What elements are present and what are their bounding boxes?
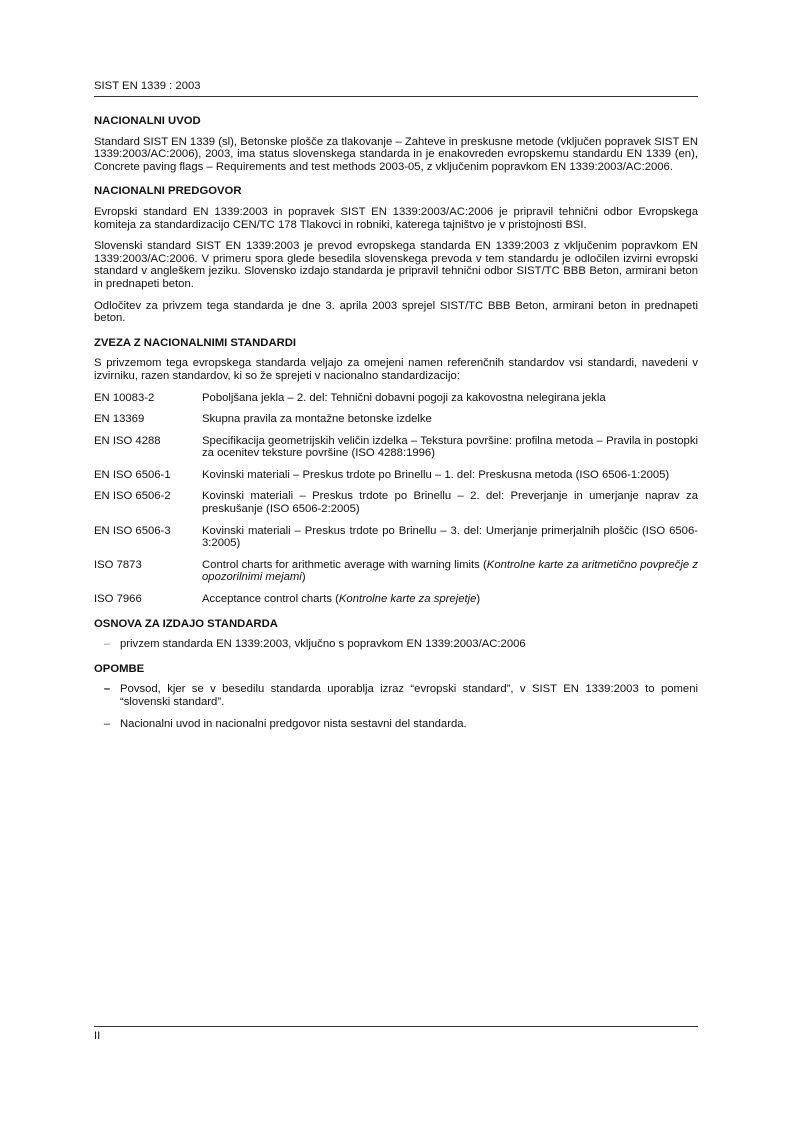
reference-row [94,392,698,405]
list-item-text: privzem standarda EN 1339:2003, vključno s popravkom EN 1339:2003/AC:2006 [120,638,526,651]
reference-row [94,469,698,482]
reference-title: Specifikacija geometrijskih veličin izdelka – Tekstura površine: profilna metoda – Pravila in postopki za ocenitev teksture površine (ISO 4288:1996) [202,434,698,460]
page-content [94,115,698,739]
reference-code: EN 13369 [94,413,145,426]
reference-title: Kovinski materiali – Preskus trdote po Brinellu – 3. del: Umerjanje primerjalnih ploščic (ISO 6506-3:2005) [202,524,698,550]
reference-code: EN 10083-2 [94,391,155,404]
dash-bullet-icon: – [103,717,111,730]
reference-row [94,413,698,426]
reference-code: EN ISO 4288 [94,434,161,447]
dash-bullet-icon: – [103,638,111,651]
list-item-text: Nacionalni uvod in nacionalni predgovor nista sestavni del standarda. [120,717,467,730]
dash-bullet-icon: – [103,683,111,696]
section-heading: NACIONALNI PREDGOVOR [94,185,242,198]
reference-title: Kovinski materiali – Preskus trdote po Brinellu – 2. del: Preverjanje in umerjanje naprav za preskušanje (ISO 6506-2:2005) [202,490,698,516]
reference-code: EN ISO 6506-2 [94,490,171,503]
reference-title: Kovinski materiali – Preskus trdote po Brinellu – 1. del: Preskusna metoda (ISO 6506-1:2005) [202,468,670,481]
reference-row [94,435,698,460]
reference-row [94,490,698,515]
translated-title: Kontrolne karte za aritmetično povprečje z opozorilnimi mejami [202,558,698,584]
section-heading: OPOMBE [94,662,145,675]
reference-title: Skupna pravila za montažne betonske izdelke [202,413,432,426]
section-osnova-izdaja [94,618,698,651]
list-item [94,683,698,708]
translated-title: Kontrolne karte za sprejetje [338,593,477,606]
page-footer: II [94,1026,698,1042]
section-nacionalni-predgovor [94,185,698,324]
reference-code: EN ISO 6506-3 [94,524,171,537]
paragraph: Odločitev za privzem tega standarda je dne 3. aprila 2003 sprejel SIST/TC BBB Beton, armirani beton in prednapeti beton. [94,299,698,325]
section-zveza-standardi [94,337,698,606]
reference-title: Control charts for arithmetic average with warning limits (Kontrolne karte za aritmetično povprečje z opozorilnimi mejami) [202,558,698,584]
reference-code: ISO 7873 [94,558,142,571]
reference-title: Poboljšana jekla – 2. del: Tehnični dobavni pogoji za kakovostna nelegirana jekla [202,391,606,404]
list-item-text: Povsod, kjer se v besedilu standarda uporablja izraz “evropski standard”, v SIST EN 1339:2003 to pomeni “slovenski standard”. [120,683,698,708]
section-heading: ZVEZA Z NACIONALNIMI STANDARDI [94,336,297,349]
reference-title: Acceptance control charts (Kontrolne karte za sprejetje) [202,593,481,606]
page-header: SIST EN 1339 : 2003 [94,80,698,97]
paragraph: Standard SIST EN 1339 (sl), Betonske plošče za tlakovanje – Zahteve in preskusne metode (vključen popravek SIST EN 1339:2003/AC:2006), 2003, ima status slovenskega standarda in je enakovreden evropskemu standardu EN 1339 (en), Concrete paving flags – Requirements and test methods 2003-05, z vključenim popravkom EN 1339:2003/AC:2006. [94,135,698,173]
paragraph: Evropski standard EN 1339:2003 in popravek SIST EN 1339:2003/AC:2006 je pripravil tehnični odbor Evropskega komiteja za standardizacijo CEN/TC 178 Tlakovci in robniki, katerega tajništvo je v pristojnosti BSI. [94,205,698,231]
reference-row [94,559,698,584]
list-item [94,718,698,731]
paragraph: S privzemom tega evropskega standarda veljajo za omejeni namen referenčnih standardov vsi standardi, navedeni v izvirniku, razen standardov, ki so že sprejeti v nacionalno standardizacijo: [94,357,698,382]
reference-row [94,525,698,550]
list-item [94,638,698,651]
section-heading: OSNOVA ZA IZDAJO STANDARDA [94,617,278,630]
reference-row [94,593,698,606]
section-nacionalni-uvod [94,115,698,173]
paragraph: Slovenski standard SIST EN 1339:2003 je prevod evropskega standarda EN 1339:2003 z vključenim popravkom EN 1339:2003/AC:2006. V primeru spora glede besedila slovenskega prevoda v tem standardu je odločilen izvirni evropski standard v angleškem jeziku. Slovensko izdajo standarda je pripravil tehnični odbor SIST/TC BBB Beton, armirani beton in prednapeti beton. [94,240,698,290]
section-heading: NACIONALNI UVOD [94,115,201,127]
reference-code: ISO 7966 [94,593,142,606]
section-opombe [94,663,698,730]
reference-code: EN ISO 6506-1 [94,468,171,481]
